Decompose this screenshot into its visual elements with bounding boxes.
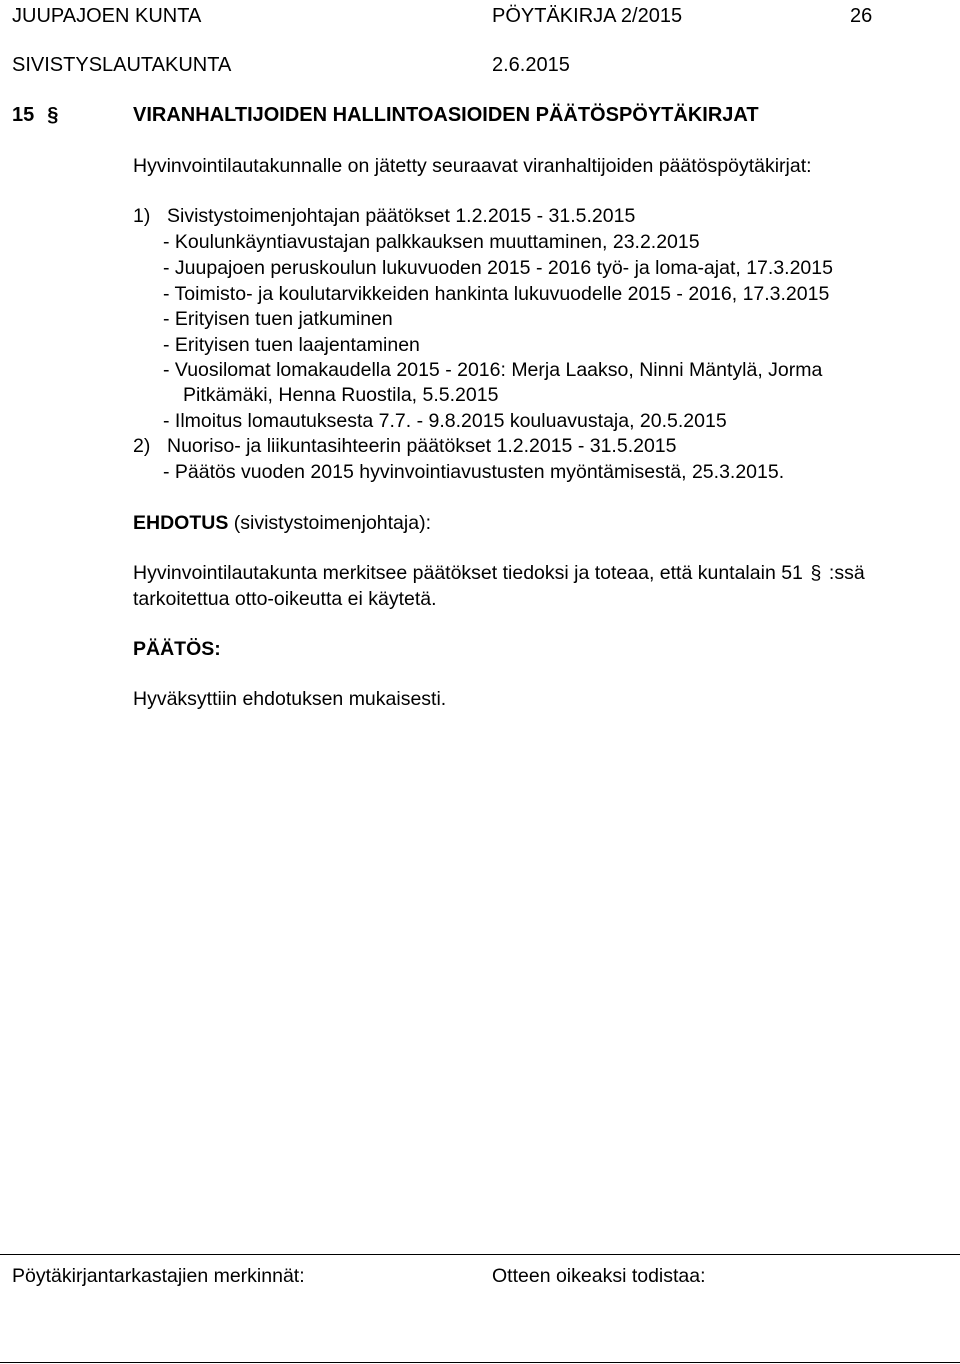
list-item: - Päätös vuoden 2015 hyvinvointiavustusten myöntämisestä, 25.3.2015. <box>163 461 785 483</box>
decision-text: Hyväksyttiin ehdotuksen mukaisesti. <box>133 688 447 710</box>
list-item: - Erityisen tuen laajentaminen <box>163 334 420 356</box>
list-item: - Koulunkäyntiavustajan palkkauksen muuttaminen, 23.2.2015 <box>163 231 700 253</box>
footer-top-rule <box>0 1254 960 1255</box>
header-doc: PÖYTÄKIRJA 2/2015 <box>492 5 683 27</box>
footer-reviewers: Pöytäkirjantarkastajien merkinnät: <box>12 1265 305 1287</box>
list-item: Pitkämäki, Henna Ruostila, 5.5.2015 <box>183 384 499 406</box>
proposal-text-b: :ssä <box>828 562 865 584</box>
proposal-text-line-2: tarkoitettua otto-oikeutta ei käytetä. <box>133 588 437 610</box>
section-sign: § <box>810 562 822 584</box>
list-item: Nuoriso- ja liikuntasihteerin päätökset 1.2.2015 - 31.5.2015 <box>167 435 677 457</box>
footer-certification: Otteen oikeaksi todistaa: <box>492 1265 706 1287</box>
decision-heading: PÄÄTÖS: <box>133 638 221 660</box>
list-item: Sivistystoimenjohtajan päätökset 1.2.2015 - 31.5.2015 <box>167 205 636 227</box>
list-item: - Ilmoitus lomautuksesta 7.7. - 9.8.2015 kouluavustaja, 20.5.2015 <box>163 410 727 432</box>
proposal-text-line-1 <box>133 560 865 586</box>
section-title: VIRANHALTIJOIDEN HALLINTOASIOIDEN PÄÄTÖSPÖYTÄKIRJAT <box>133 104 759 126</box>
list-label-1: 1) <box>133 205 151 227</box>
header-board: SIVISTYSLAUTAKUNTA <box>12 54 232 76</box>
list-label-2: 2) <box>133 435 151 457</box>
list-item: - Toimisto- ja koulutarvikkeiden hankinta lukuvuodelle 2015 - 2016, 17.3.2015 <box>163 283 830 305</box>
header-org: JUUPAJOEN KUNTA <box>12 5 202 27</box>
proposal-heading-line <box>133 510 431 536</box>
proposal-text-a: Hyvinvointilautakunta merkitsee päätökset tiedoksi ja toteaa, että kuntalain 51 <box>133 562 803 584</box>
header-page-number: 26 <box>850 5 873 27</box>
list-item: - Vuosilomat lomakaudella 2015 - 2016: Merja Laakso, Ninni Mäntylä, Jorma <box>163 359 823 381</box>
list-item: - Erityisen tuen jatkuminen <box>163 308 393 330</box>
section-sign: § <box>47 104 59 126</box>
proposal-heading: EHDOTUS <box>133 512 229 534</box>
intro-text: Hyvinvointilautakunnalle on jätetty seuraavat viranhaltijoiden päätöspöytäkirjat: <box>133 155 812 177</box>
section-number: 15 <box>12 104 35 126</box>
section-number-line <box>12 102 66 128</box>
header-date: 2.6.2015 <box>492 54 570 76</box>
footer-bottom-rule <box>0 1362 960 1363</box>
list-item: - Juupajoen peruskoulun lukuvuoden 2015 - 2016 työ- ja loma-ajat, 17.3.2015 <box>163 257 833 279</box>
proposal-author: (sivistystoimenjohtaja): <box>228 512 431 534</box>
